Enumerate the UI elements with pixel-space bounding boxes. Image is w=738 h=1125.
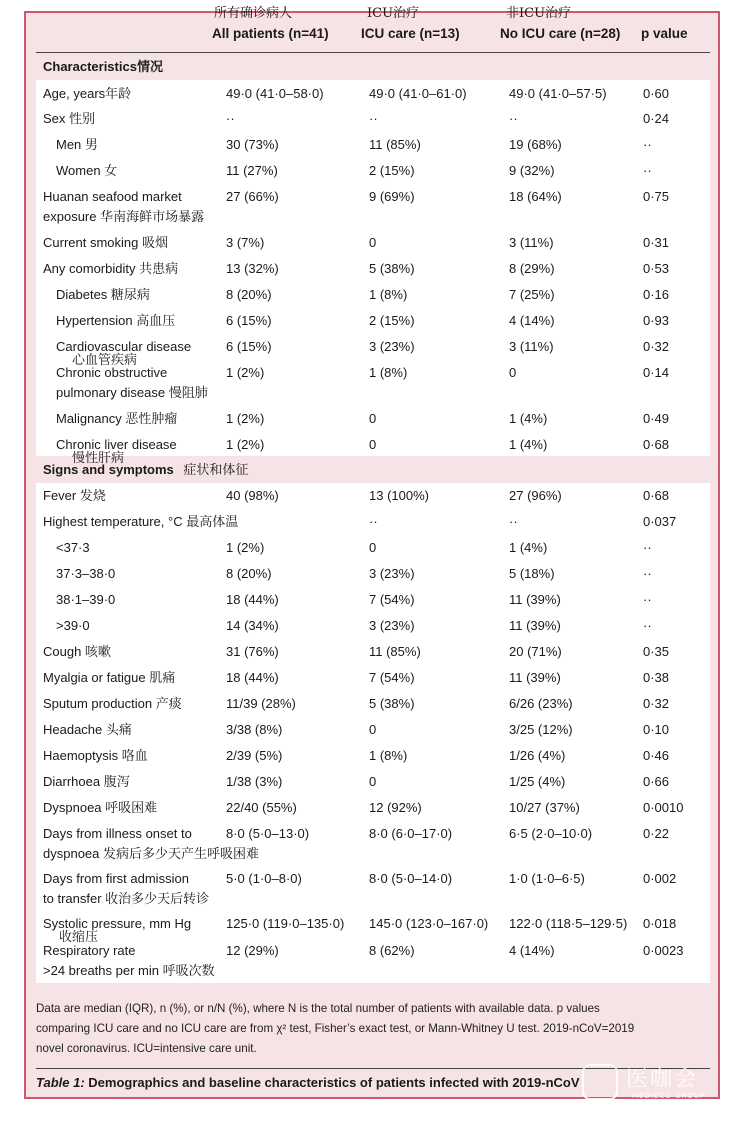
value-all: 49·0 (41·0–58·0) [226, 86, 324, 101]
value-icu: 1 (8%) [369, 365, 408, 380]
value-icu: 0 [369, 540, 377, 555]
row-label-chinese: 男 [84, 138, 98, 153]
value-no-icu: 49·0 (41·0–57·5) [509, 86, 607, 101]
p-value: ·· [643, 566, 652, 581]
row-label: Days from first admission to transfer 收治多少天后转诊 [43, 871, 210, 907]
value-no-icu: 11 (39%) [509, 670, 561, 685]
value-no-icu: 1 (4%) [509, 411, 548, 426]
row-label: Sex 性别 [43, 111, 96, 127]
watermark-logo: 医咖会 MEDIECO GROUP [582, 1062, 712, 1106]
row-label-chinese: 高血压 [136, 314, 176, 329]
row-label: Highest temperature, °C 最高体温 [43, 514, 239, 530]
value-icu: ·· [369, 111, 378, 126]
row-label-chinese: 呼吸次数 [162, 964, 215, 979]
value-all: 6 (15%) [226, 313, 272, 328]
row-label: >39·0 [56, 618, 90, 633]
value-no-icu: 4 (14%) [509, 943, 555, 958]
p-value: 0·38 [643, 670, 670, 685]
header-all-patients: 所有确诊病人 All patients (n=41) [212, 6, 329, 41]
row-label-chinese: 肌痛 [149, 671, 176, 686]
p-value: 0·66 [643, 774, 670, 789]
value-icu: 11 (85%) [369, 137, 421, 152]
row-label: Sputum production 产痰 [43, 696, 182, 712]
row-label: Systolic pressure, mm Hg 收缩压 [43, 916, 192, 945]
row-label-chinese: 发病后多少天产生呼吸困难 [103, 847, 260, 862]
row-label: Dyspnoea 呼吸困难 [43, 800, 158, 816]
row-label: Diarrhoea 腹泻 [43, 774, 130, 790]
row-label-chinese: 发烧 [79, 489, 106, 504]
row-label: Headache 头痛 [43, 722, 132, 738]
value-no-icu: 5 (18%) [509, 566, 555, 581]
value-all: 1 (2%) [226, 437, 265, 452]
p-value: 0·49 [643, 411, 670, 426]
row-label: 38·1–39·0 [56, 592, 116, 607]
row-label-chinese: 慢阻肺 [168, 386, 208, 401]
value-all: 125·0 (119·0–135·0) [226, 916, 345, 931]
row-label: Chronic obstructive pulmonary disease 慢阻肺 [56, 365, 208, 401]
value-all: 1 (2%) [226, 540, 265, 555]
table-header [36, 4, 710, 50]
value-no-icu: 1·0 (1·0–6·5) [509, 871, 585, 886]
row-label: Women 女 [56, 163, 118, 179]
row-label-chinese: 腹泻 [103, 775, 130, 790]
p-value: 0·53 [643, 261, 670, 276]
row-label: Hypertension 高血压 [56, 313, 176, 329]
p-value: 0·35 [643, 644, 670, 659]
value-all: 6 (15%) [226, 339, 272, 354]
section-characteristics: Characteristics情况 [36, 54, 710, 80]
value-icu: 5 (38%) [369, 696, 415, 711]
row-label: Respiratory rate >24 breaths per min 呼吸次数 [43, 943, 215, 979]
value-icu: 0 [369, 722, 377, 737]
value-all: 22/40 (55%) [226, 800, 297, 815]
row-label-chinese: 慢性肝病 [72, 451, 125, 466]
value-no-icu: 3 (11%) [509, 235, 554, 250]
p-value: 0·75 [643, 189, 670, 204]
value-no-icu: 18 (64%) [509, 189, 562, 204]
p-value: 0·14 [643, 365, 670, 380]
value-icu: 11 (85%) [369, 644, 421, 659]
value-icu: 7 (54%) [369, 592, 415, 607]
row-label: Cough 咳嗽 [43, 644, 111, 660]
value-icu: 8 (62%) [369, 943, 415, 958]
p-value: 0·22 [643, 826, 670, 841]
value-no-icu: 20 (71%) [509, 644, 562, 659]
row-label: Men 男 [56, 137, 98, 153]
logo-icon [582, 1064, 618, 1100]
row-label: Chronic liver disease 慢性肝病 [56, 437, 177, 466]
row-label-chinese: 收缩压 [59, 930, 99, 945]
value-all: 27 (66%) [226, 189, 279, 204]
value-icu: 3 (23%) [369, 566, 415, 581]
value-no-icu: 27 (96%) [509, 488, 562, 503]
row-label: Any comorbidity 共患病 [43, 261, 179, 277]
row-label-chinese: 咳嗽 [84, 645, 111, 660]
value-no-icu: 10/27 (37%) [509, 800, 580, 815]
row-label-chinese: 产痰 [155, 697, 182, 712]
value-no-icu: 1/25 (4%) [509, 774, 566, 789]
value-no-icu: 122·0 (118·5–129·5) [509, 916, 628, 931]
value-all: 40 (98%) [226, 488, 279, 503]
p-value: 0·46 [643, 748, 670, 763]
value-icu: 0 [369, 411, 377, 426]
value-icu: 1 (8%) [369, 287, 408, 302]
value-all: 1 (2%) [226, 365, 265, 380]
value-icu: ·· [369, 514, 378, 529]
row-label-chinese: 年龄 [105, 87, 132, 102]
row-label: Myalgia or fatigue 肌痛 [43, 670, 176, 686]
row-label-chinese: 女 [104, 164, 118, 179]
p-value: 0·93 [643, 313, 670, 328]
p-value: 0·037 [643, 514, 677, 529]
value-all: 31 (76%) [226, 644, 279, 659]
section-signs-symptoms: Signs and symptoms 症状和体征 [36, 457, 710, 483]
p-value: ·· [643, 137, 652, 152]
value-all: 11/39 (28%) [226, 696, 296, 711]
p-value: 0·32 [643, 339, 670, 354]
value-no-icu: 6·5 (2·0–10·0) [509, 826, 593, 841]
p-value: 0·0010 [643, 800, 684, 815]
value-no-icu: 8 (29%) [509, 261, 555, 276]
p-value: 0·002 [643, 871, 677, 886]
value-icu: 9 (69%) [369, 189, 415, 204]
value-all: 11 (27%) [226, 163, 278, 178]
value-all: 8 (20%) [226, 287, 272, 302]
p-value: 0·68 [643, 488, 670, 503]
value-all: 18 (44%) [226, 592, 279, 607]
value-no-icu: 1 (4%) [509, 437, 548, 452]
value-all: 13 (32%) [226, 261, 279, 276]
p-value: 0·0023 [643, 943, 684, 958]
p-value: 0·32 [643, 696, 670, 711]
row-label-chinese: 呼吸困难 [105, 801, 158, 816]
value-no-icu: 1 (4%) [509, 540, 548, 555]
row-label-chinese: 收治多少天后转诊 [105, 892, 210, 907]
row-label-chinese: 最高体温 [186, 515, 239, 530]
row-label-chinese: 恶性肿瘤 [125, 412, 178, 427]
value-no-icu: 11 (39%) [509, 618, 561, 633]
value-icu: 8·0 (6·0–17·0) [369, 826, 453, 841]
value-no-icu: ·· [509, 514, 518, 529]
value-icu: 5 (38%) [369, 261, 415, 276]
value-all: 3 (7%) [226, 235, 265, 250]
row-label-chinese: 华南海鲜市场暴露 [100, 210, 205, 225]
row-label: Huanan seafood market exposure 华南海鲜市场暴露 [43, 189, 205, 225]
p-value: 0·018 [643, 916, 677, 931]
value-all: 1 (2%) [226, 411, 265, 426]
p-value: 0·16 [643, 287, 670, 302]
value-no-icu: 4 (14%) [509, 313, 555, 328]
value-no-icu: 19 (68%) [509, 137, 562, 152]
header-rule [36, 52, 710, 53]
row-label: Haemoptysis 咯血 [43, 748, 148, 764]
table-footnote: Data are median (IQR), n (%), or n/N (%), where N is the total number of patients with available data. p values comparing ICU care and no ICU care are from χ² test, Fisher’s exact test, or Mann-Whitney U test. 2019-nCoV=2019 novel coronavirus. ICU=intensive care unit. [36, 1002, 635, 1055]
p-value: 0·68 [643, 437, 670, 452]
value-all: 8·0 (5·0–13·0) [226, 826, 310, 841]
value-icu: 3 (23%) [369, 618, 415, 633]
row-label-chinese: 糖尿病 [110, 288, 150, 303]
row-label-chinese: 性别 [69, 112, 96, 127]
value-icu: 12 (92%) [369, 800, 422, 815]
row-label: Cardiovascular disease 心血管疾病 [56, 339, 192, 368]
value-icu: 0 [369, 235, 377, 250]
p-value: ·· [643, 618, 652, 633]
value-no-icu: ·· [509, 111, 518, 126]
row-label: Fever 发烧 [43, 488, 106, 504]
value-all: 3/38 (8%) [226, 722, 283, 737]
row-label: Days from illness onset to dyspnoea 发病后多少天产生呼吸困难 [43, 826, 260, 862]
header-p-value: p value [641, 26, 688, 41]
value-icu: 1 (8%) [369, 748, 408, 763]
row-label-chinese: 吸烟 [141, 236, 168, 251]
value-no-icu: 3/25 (12%) [509, 722, 573, 737]
row-label-chinese: 共患病 [139, 262, 179, 277]
p-value: ·· [643, 592, 652, 607]
row-label: Age, years年龄 [43, 86, 132, 102]
value-icu: 49·0 (41·0–61·0) [369, 86, 467, 101]
value-all: 18 (44%) [226, 670, 279, 685]
value-icu: 2 (15%) [369, 313, 415, 328]
value-no-icu: 3 (11%) [509, 339, 554, 354]
p-value: 0·31 [643, 235, 670, 250]
p-value: ·· [643, 540, 652, 555]
p-value: 0·10 [643, 722, 670, 737]
value-icu: 7 (54%) [369, 670, 415, 685]
row-label: Current smoking 吸烟 [43, 235, 168, 251]
value-all: 1/38 (3%) [226, 774, 283, 789]
value-icu: 0 [369, 437, 377, 452]
row-label: Diabetes 糖尿病 [56, 287, 150, 303]
p-value: ·· [643, 163, 652, 178]
row-label-chinese: 头痛 [105, 723, 132, 738]
value-no-icu: 1/26 (4%) [509, 748, 566, 763]
value-no-icu: 11 (39%) [509, 592, 561, 607]
row-label: Malignancy 恶性肿瘤 [56, 411, 178, 427]
table-caption: Table 1: Demographics and baseline characteristics of patients infected with 2019-nCoV [36, 1075, 580, 1090]
value-icu: 13 (100%) [369, 488, 429, 503]
value-icu: 2 (15%) [369, 163, 415, 178]
value-all: 8 (20%) [226, 566, 272, 581]
value-all: 5·0 (1·0–8·0) [226, 871, 302, 886]
value-no-icu: 9 (32%) [509, 163, 555, 178]
value-icu: 0 [369, 774, 377, 789]
value-all: 30 (73%) [226, 137, 279, 152]
row-label-chinese: 心血管疾病 [72, 353, 138, 368]
value-no-icu: 7 (25%) [509, 287, 555, 302]
value-no-icu: 6/26 (23%) [509, 696, 573, 711]
p-value: 0·24 [643, 111, 670, 126]
header-no-icu-care: 非ICU治疗 No ICU care (n=28) [500, 6, 621, 41]
p-value: 0·60 [643, 86, 670, 101]
value-icu: 145·0 (123·0–167·0) [369, 916, 489, 931]
value-all: 12 (29%) [226, 943, 279, 958]
value-icu: 8·0 (5·0–14·0) [369, 871, 453, 886]
header-icu-care: ICU治疗 ICU care (n=13) [361, 6, 460, 41]
row-label: <37·3 [56, 540, 90, 555]
value-all: ·· [226, 111, 235, 126]
value-no-icu: 0 [509, 365, 517, 380]
value-all: 14 (34%) [226, 618, 279, 633]
row-label-chinese: 咯血 [121, 749, 148, 764]
row-label: 37·3–38·0 [56, 566, 116, 581]
value-all: 2/39 (5%) [226, 748, 283, 763]
value-icu: 3 (23%) [369, 339, 415, 354]
